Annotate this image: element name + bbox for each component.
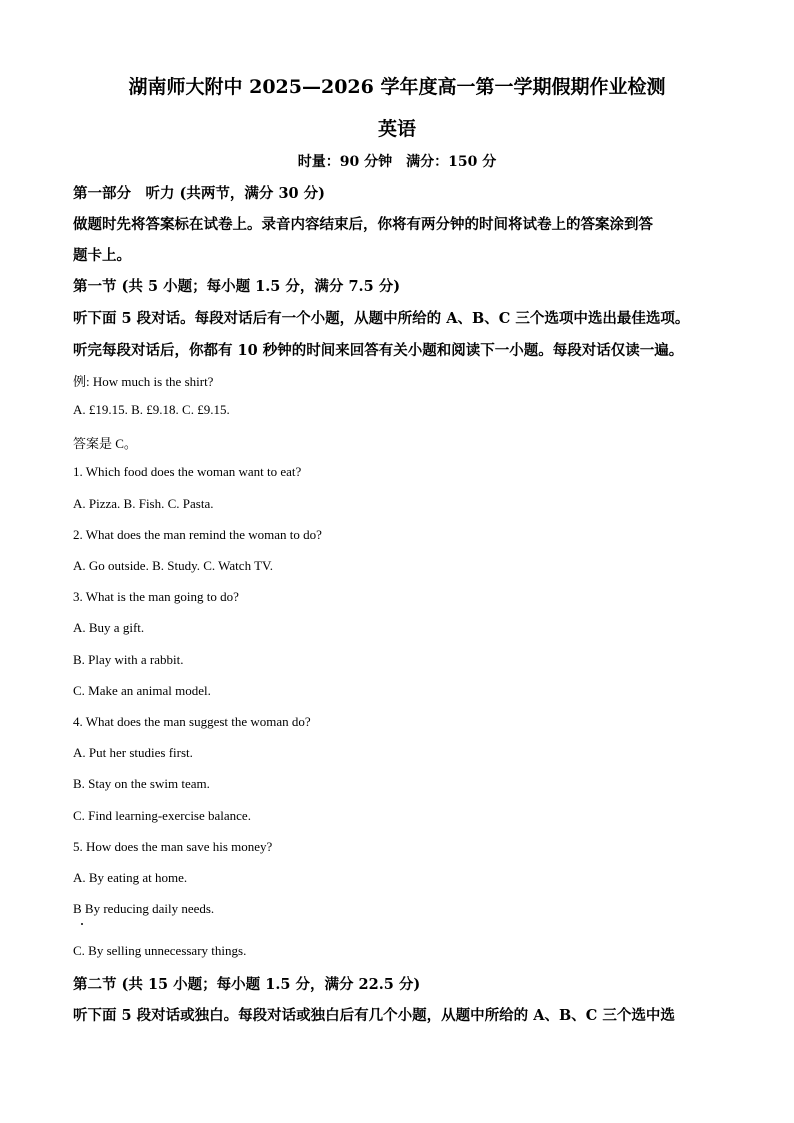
question-1: 1. Which food does the woman want to eat? bbox=[73, 464, 302, 479]
exam-title: 湖南师大附中 2025—2026 学年度高一第一学期假期作业检测 bbox=[128, 76, 666, 98]
question-5-option-a: A. By eating at home. bbox=[73, 870, 188, 885]
question-2-options: A. Go outside. B. Study. C. Watch TV. bbox=[73, 558, 273, 573]
question-5: 5. How does the man save his money? bbox=[73, 839, 273, 854]
section1-instr-line2: 听完每段对话后，你都有 10 秒钟的时间来回答有关小题和阅读下一小题。每段对话仅读一遍。 bbox=[73, 342, 684, 359]
part1-intro-line1: 做题时先将答案标在试卷上。录音内容结束后，你将有两分钟的时间将试卷上的答案涂到答 bbox=[73, 216, 653, 233]
question-4-option-a: A. Put her studies first. bbox=[73, 745, 193, 760]
question-4: 4. What does the man suggest the woman do? bbox=[73, 714, 311, 729]
question-4-option-c: C. Find learning-exercise balance. bbox=[73, 808, 251, 823]
section1-instr-line1: 听下面 5 段对话。每段对话后有一个小题，从题中所给的 A、B、C 三个选项中选出最佳选项。 bbox=[73, 310, 690, 327]
question-3: 3. What is the man going to do? bbox=[73, 589, 239, 604]
example-answer: 答案是 C。 bbox=[73, 436, 137, 451]
subject-title: 英语 bbox=[377, 118, 416, 140]
part1-intro-line2: 题卡上。 bbox=[73, 247, 131, 264]
section2-instr-line1: 听下面 5 段对话或独白。每段对话或独白后有几个小题，从题中所给的 A、B、C 三个选中选 bbox=[73, 1007, 675, 1024]
exam-meta: 时量：90 分钟 满分：150 分 bbox=[297, 154, 497, 170]
section2-heading: 第二节 (共 15 小题；每小题 1.5 分，满分 22.5 分) bbox=[73, 976, 421, 993]
question-3-option-c: C. Make an animal model. bbox=[73, 683, 211, 698]
question-5-option-b: B By reducing daily needs. bbox=[73, 901, 215, 916]
question-3-option-b: B. Play with a rabbit. bbox=[73, 652, 184, 667]
question-3-option-a: A. Buy a gift. bbox=[73, 620, 145, 635]
example-options: A. £19.15. B. £9.18. C. £9.15. bbox=[73, 402, 230, 417]
section1-heading: 第一节 (共 5 小题；每小题 1.5 分，满分 7.5 分) bbox=[73, 278, 401, 295]
question-2: 2. What does the man remind the woman to do? bbox=[73, 527, 322, 542]
stray-dot bbox=[81, 923, 83, 925]
part1-heading: 第一部分 听力 (共两节，满分 30 分) bbox=[73, 185, 326, 202]
question-5-option-c: C. By selling unnecessary things. bbox=[73, 943, 247, 958]
example-question: 例: How much is the shirt? bbox=[73, 374, 214, 389]
question-1-options: A. Pizza. B. Fish. C. Pasta. bbox=[73, 496, 214, 511]
question-4-option-b: B. Stay on the swim team. bbox=[73, 776, 210, 791]
